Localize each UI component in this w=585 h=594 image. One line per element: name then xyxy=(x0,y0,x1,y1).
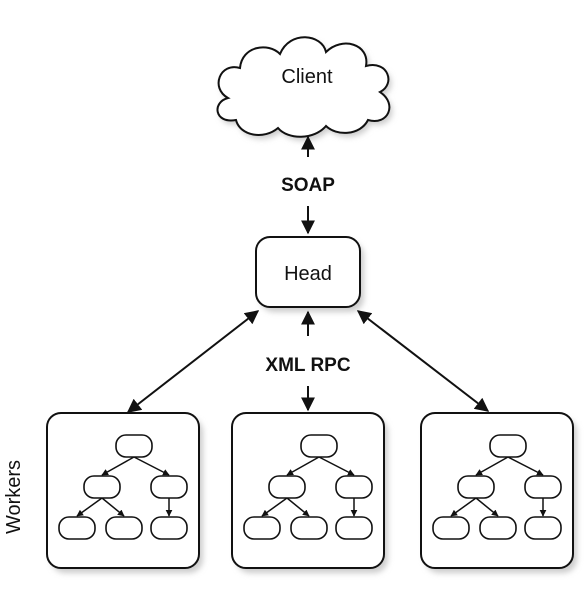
tree-node xyxy=(269,476,305,498)
tree-node xyxy=(490,435,526,457)
soap-connection xyxy=(281,137,335,233)
worker-node xyxy=(47,413,203,573)
tree-node xyxy=(291,517,327,539)
tree-node xyxy=(480,517,516,539)
head-label: Head xyxy=(284,263,332,285)
tree-node xyxy=(84,476,120,498)
head-node xyxy=(256,237,364,312)
xmlrpc-connection xyxy=(128,311,488,412)
tree-node xyxy=(525,476,561,498)
tree-node xyxy=(458,476,494,498)
workers-group xyxy=(47,413,577,573)
workers-label: Workers xyxy=(3,459,25,535)
worker-node xyxy=(232,413,388,573)
tree-node xyxy=(116,435,152,457)
client-label: Client xyxy=(281,66,333,88)
tree-node xyxy=(525,517,561,539)
tree-node xyxy=(244,517,280,539)
tree-node xyxy=(151,476,187,498)
tree-node xyxy=(59,517,95,539)
tree-node xyxy=(336,476,372,498)
left-worker-arrow xyxy=(128,311,258,412)
worker-node xyxy=(421,413,577,573)
client-cloud xyxy=(218,37,393,141)
tree-node xyxy=(301,435,337,457)
soap-label: SOAP xyxy=(281,175,335,196)
tree-node xyxy=(106,517,142,539)
right-worker-arrow xyxy=(358,311,488,411)
tree-node xyxy=(151,517,187,539)
tree-node xyxy=(336,517,372,539)
xmlrpc-label: XML RPC xyxy=(265,355,351,376)
tree-node xyxy=(433,517,469,539)
